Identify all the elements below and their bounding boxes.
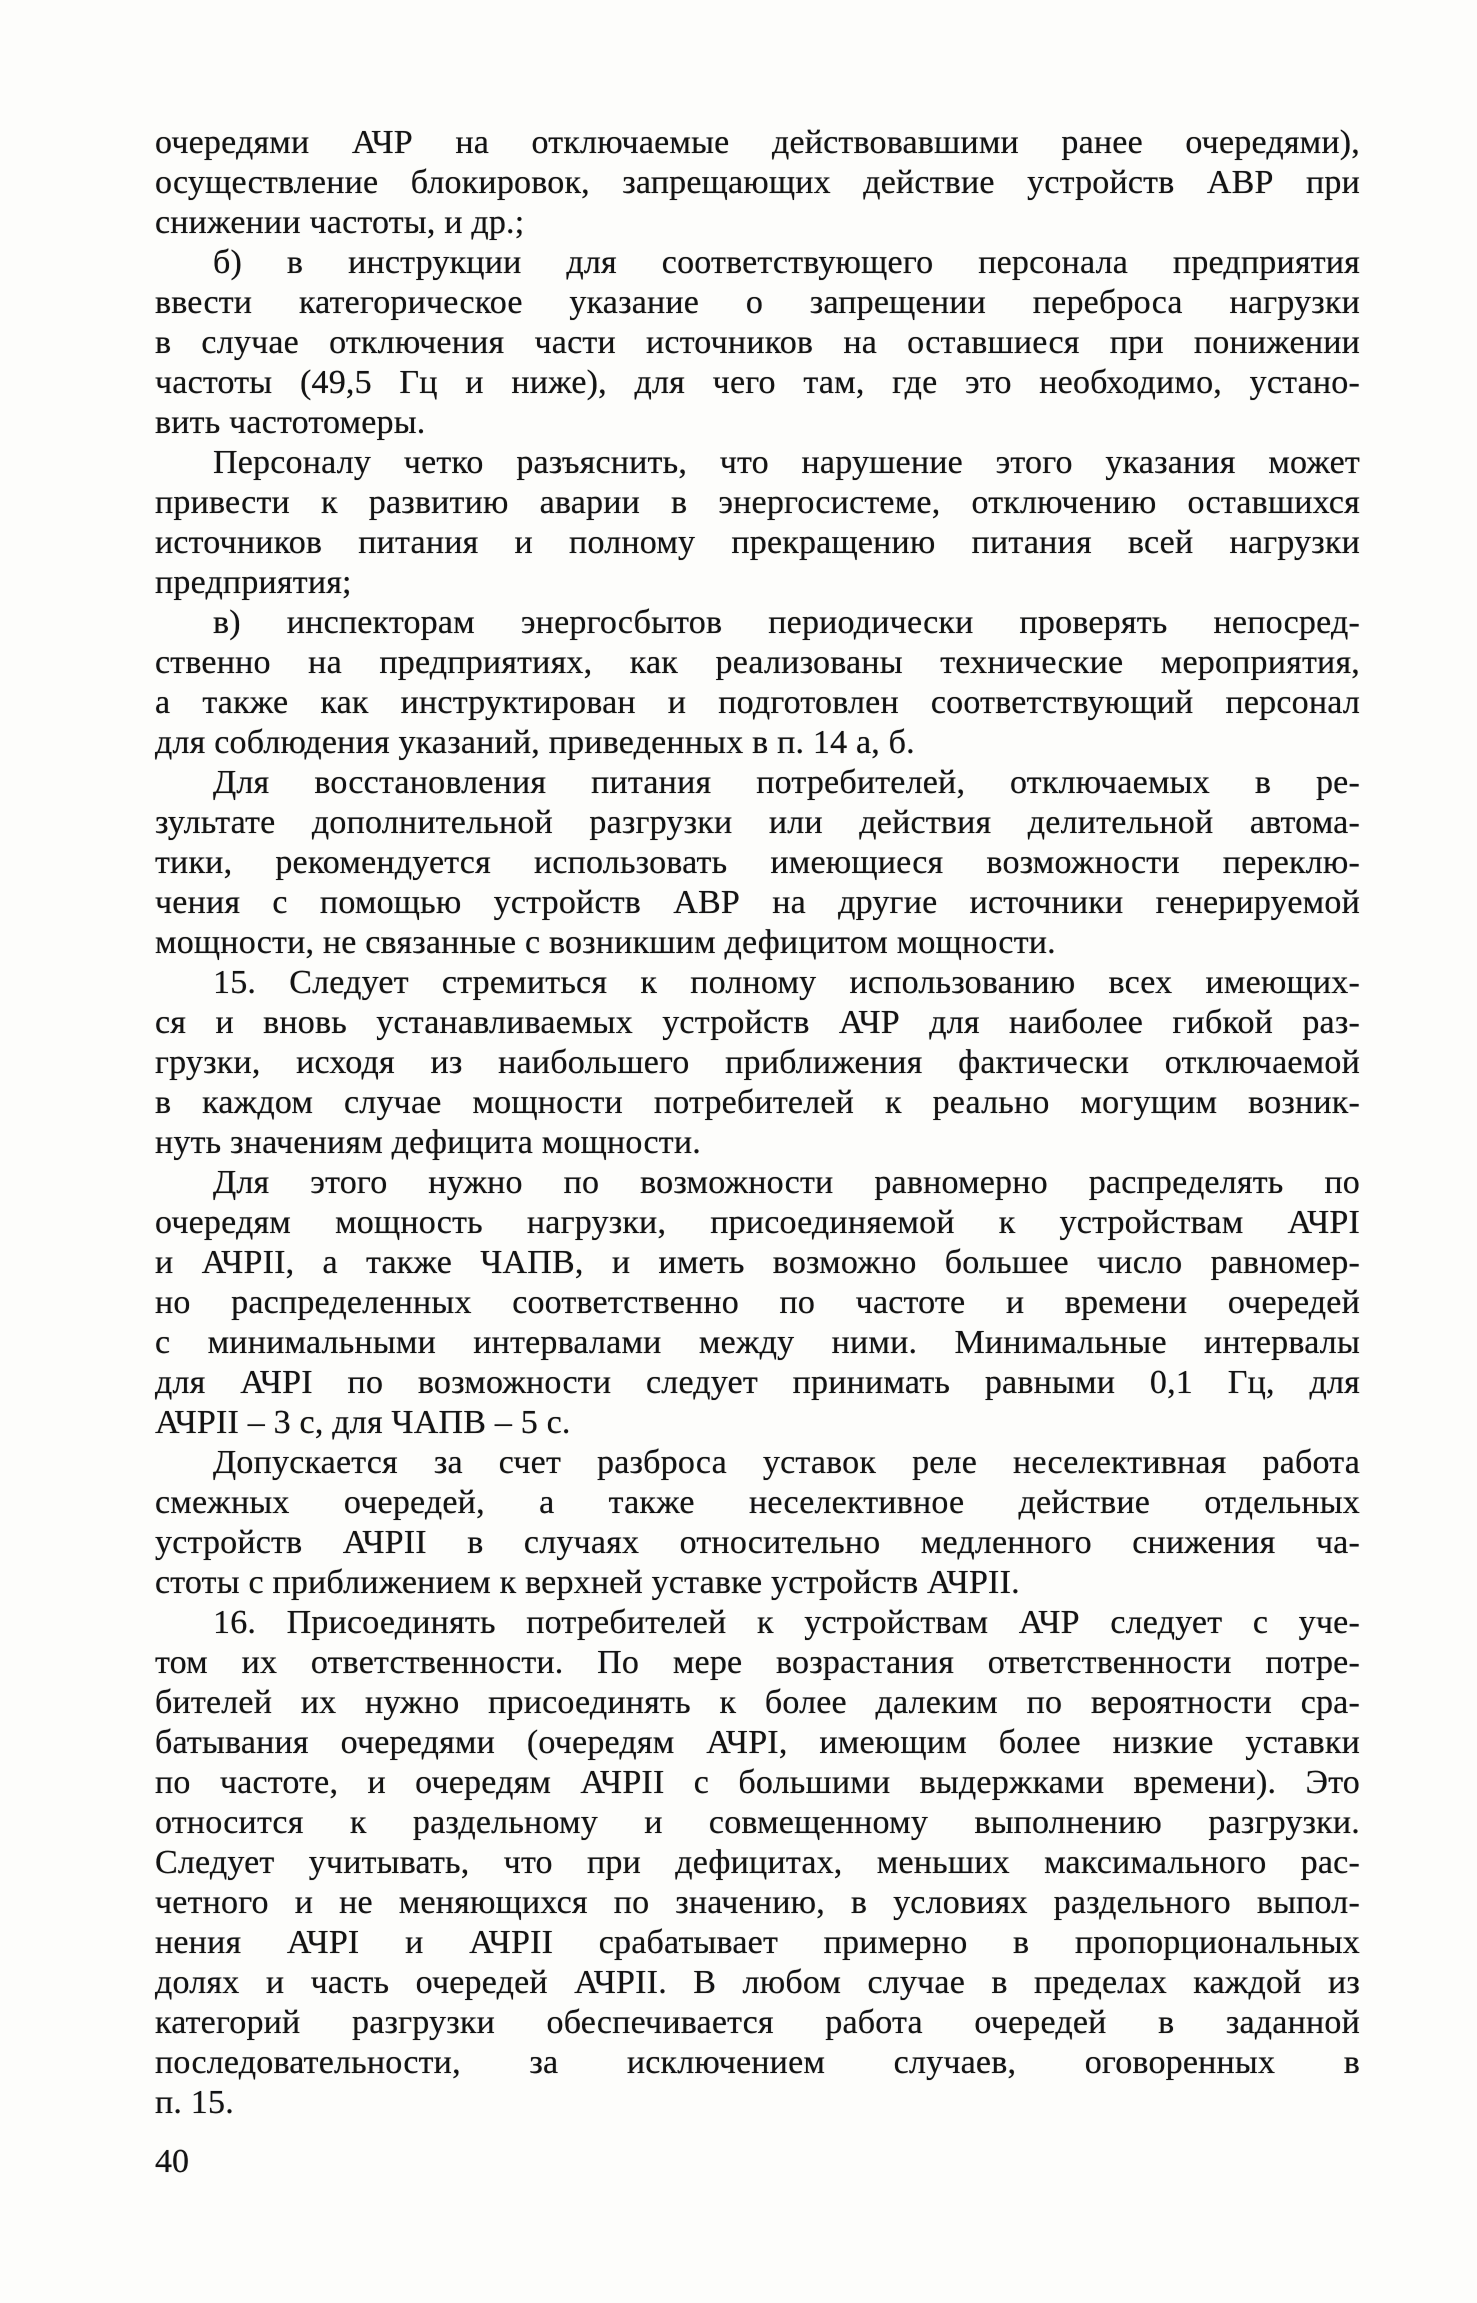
text-line: очередями АЧР на отключаемые действовавшими ранее очередями), (155, 124, 1360, 161)
text-line: чения с помощью устройств АВР на другие источники генерируемой (155, 884, 1360, 921)
text-line: ственно на предприятиях, как реализованы технические мероприятия, (155, 644, 1360, 681)
text-line: 15. Следует стремиться к полному использованию всех имеющих- (213, 964, 1360, 1001)
text-line: п. 15. (155, 2084, 234, 2121)
text-line: зультате дополнительной разгрузки или действия делительной автома- (155, 804, 1360, 841)
paragraph (155, 603, 1360, 763)
text-line: но распределенных соответственно по частоте и времени очередей (155, 1284, 1360, 1321)
text-line: в) инспекторам энергосбытов периодически проверять непосред- (213, 604, 1360, 641)
text-line: долях и часть очередей АЧРII. В любом случае в пределах каждой из (155, 1964, 1360, 2001)
paragraph (155, 1163, 1360, 1443)
text-line: для соблюдения указаний, приведенных в п. 14 а, б. (155, 724, 915, 761)
text-line: источников питания и полному прекращению питания всей нагрузки (155, 524, 1360, 561)
text-line: тики, рекомендуется использовать имеющиеся возможности переклю- (155, 844, 1360, 881)
text-line: с минимальными интервалами между ними. Минимальные интервалы (155, 1324, 1360, 1361)
text-line: бителей их нужно присоединять к более далеким по вероятности сра- (155, 1684, 1360, 1721)
text-line: в случае отключения части источников на оставшиеся при понижении (155, 324, 1360, 361)
text-line: Для этого нужно по возможности равномерно распределять по (213, 1164, 1360, 1201)
text-line: Следует учитывать, что при дефицитах, меньших максимального рас- (155, 1844, 1360, 1881)
text-line: 16. Присоединять потребителей к устройствам АЧР следует с уче- (213, 1604, 1360, 1641)
text-line: очередям мощность нагрузки, присоединяемой к устройствам АЧРI (155, 1204, 1360, 1241)
paragraph (155, 443, 1360, 603)
text-line: нения АЧРI и АЧРII срабатывает примерно в пропорциональных (155, 1924, 1360, 1961)
text-line: и АЧРII, а также ЧАПВ, и иметь возможно большее число равномер- (155, 1244, 1360, 1281)
text-line: ввести категорическое указание о запрещении переброса нагрузки (155, 284, 1360, 321)
text-line: а также как инструктирован и подготовлен соответствующий персонал (155, 684, 1360, 721)
text-line: вить частотомеры. (155, 404, 426, 441)
text-line: относится к раздельному и совмещенному выполнению разгрузки. (155, 1804, 1360, 1841)
text-line: стоты с приближением к верхней уставке устройств АЧРII. (155, 1564, 1020, 1601)
text-line: привести к развитию аварии в энергосистеме, отключению оставшихся (155, 484, 1360, 521)
paragraph (155, 1603, 1360, 2123)
page-number: 40 (155, 2143, 189, 2180)
paragraph (155, 1443, 1360, 1603)
text-line: Персоналу четко разъяснить, что нарушение этого указания может (213, 444, 1360, 481)
text-line: смежных очередей, а также неселективное действие отдельных (155, 1484, 1360, 1521)
text-line: категорий разгрузки обеспечивается работа очередей в заданной (155, 2004, 1360, 2041)
text-line: снижении частоты, и др.; (155, 204, 525, 241)
text-line: устройств АЧРII в случаях относительно медленного снижения ча- (155, 1524, 1360, 1561)
text-line: четного и не меняющихся по значению, в условиях раздельного выпол- (155, 1884, 1360, 1921)
text-line: Допускается за счет разброса уставок реле неселективная работа (213, 1444, 1360, 1481)
text-line: по частоте, и очередям АЧРII с большими выдержками времени). Это (155, 1764, 1360, 1801)
text-line: для АЧРI по возможности следует принимать равными 0,1 Гц, для (155, 1364, 1360, 1401)
paragraph (155, 243, 1360, 443)
text-line: последовательности, за исключением случаев, оговоренных в (155, 2044, 1360, 2081)
text-line: грузки, исходя из наибольшего приближения фактически отключаемой (155, 1044, 1360, 1081)
text-line: предприятия; (155, 564, 352, 601)
text-line: том их ответственности. По мере возрастания ответственности потре- (155, 1644, 1360, 1681)
body-text (155, 123, 1360, 2123)
text-line: частоты (49,5 Гц и ниже), для чего там, где это необходимо, устано- (155, 364, 1360, 401)
text-line: Для восстановления питания потребителей, отключаемых в ре- (213, 764, 1360, 801)
text-line: мощности, не связанные с возникшим дефицитом мощности. (155, 924, 1056, 961)
text-line: батывания очередями (очередям АЧРI, имеющим более низкие уставки (155, 1724, 1360, 1761)
paragraph (155, 123, 1360, 243)
text-line: осуществление блокировок, запрещающих действие устройств АВР при (155, 164, 1360, 201)
text-line: нуть значениям дефицита мощности. (155, 1124, 701, 1161)
paragraph (155, 763, 1360, 963)
text-line: б) в инструкции для соответствующего персонала предприятия (213, 244, 1360, 281)
text-line: АЧРII – 3 с, для ЧАПВ – 5 с. (155, 1404, 571, 1441)
text-line: ся и вновь устанавливаемых устройств АЧР для наиболее гибкой раз- (155, 1004, 1360, 1041)
paragraph (155, 963, 1360, 1163)
text-line: в каждом случае мощности потребителей к реально могущим возник- (155, 1084, 1360, 1121)
